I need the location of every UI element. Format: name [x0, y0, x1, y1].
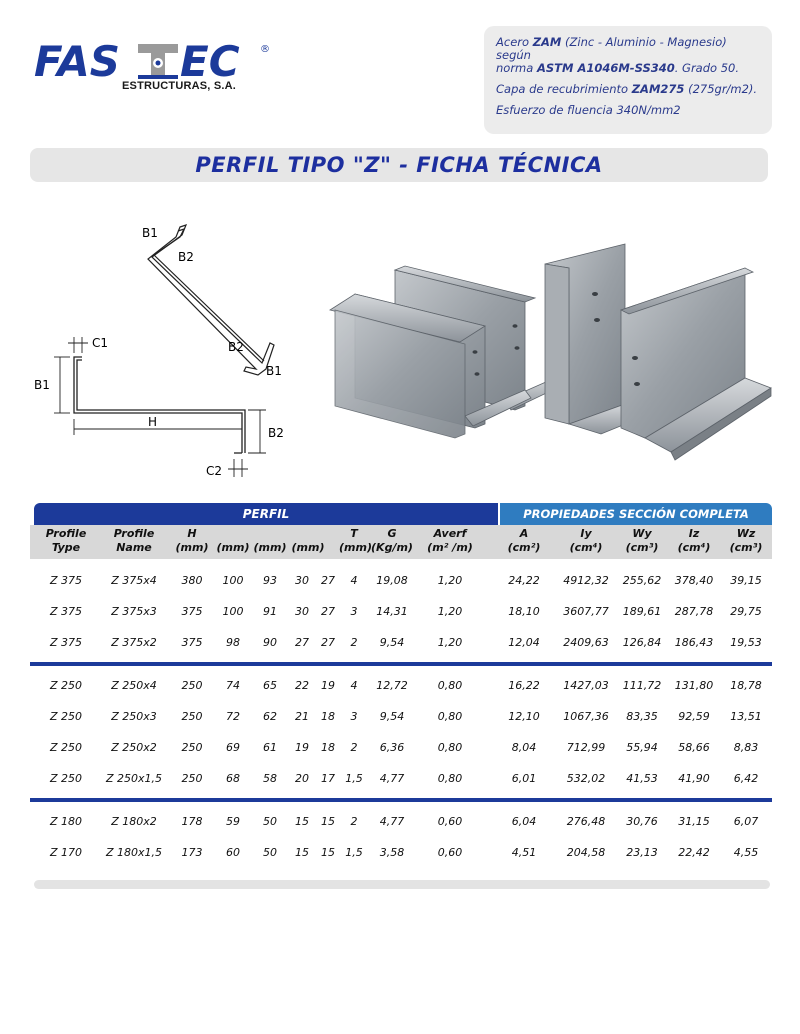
table-column-headers: [30, 525, 772, 559]
table-row: [30, 806, 772, 837]
label-b2-mid: B2: [228, 340, 244, 354]
table-cell: 173: [181, 846, 203, 859]
table-cell: 30: [295, 605, 309, 618]
table-cell: 3: [350, 710, 358, 723]
table-cell: 2: [350, 815, 358, 828]
table-cell: 250: [181, 679, 203, 692]
brand-subtitle: ESTRUCTURAS, S.A.: [122, 80, 237, 92]
column-header-line2: (cm³): [625, 541, 659, 554]
table-cell: 0,60: [437, 815, 463, 828]
label-c2: C2: [206, 464, 223, 478]
column-header: [339, 527, 372, 555]
table-cell: 65: [263, 679, 277, 692]
table-cell: 532,02: [566, 772, 606, 785]
table-cell: 68: [226, 772, 240, 785]
column-header: [617, 527, 667, 555]
table-cell: 2: [350, 636, 358, 649]
table-cell: 1,20: [437, 636, 463, 649]
table-cell: 4,77: [379, 815, 405, 828]
column-header-line1: G: [387, 527, 397, 540]
table-cell: 4912,32: [563, 574, 609, 587]
table-cell: 255,62: [622, 574, 662, 587]
svg-text:®: ®: [260, 44, 270, 55]
column-header: [291, 527, 325, 555]
label-b1-top: B1: [142, 226, 158, 240]
dimension-lines: [54, 337, 266, 477]
label-b2-right: B2: [268, 426, 284, 440]
table-cell: 100: [222, 574, 244, 587]
table-cell: 22: [295, 679, 309, 692]
table-cell: 50: [263, 815, 277, 828]
column-header-line1: Iz: [688, 527, 700, 540]
table-cell: 90: [263, 636, 277, 649]
table-cell: Z 250: [49, 710, 83, 723]
specs-table: [30, 503, 772, 868]
table-cell: 74: [226, 679, 240, 692]
column-header: [172, 527, 212, 555]
column-header-line2: (cm²): [507, 541, 541, 554]
table-cell: Z 375x2: [111, 636, 157, 649]
svg-text:EC: EC: [180, 38, 240, 82]
table-row: [30, 837, 772, 868]
table-cell: Z 180x1,5: [105, 846, 163, 859]
group-header-properties: PROPIEDADES SECCIÓN COMPLETA: [500, 503, 772, 525]
column-header-line1: Averf: [433, 527, 467, 540]
column-header-line2: Type: [51, 541, 81, 554]
table-cell: 1427,03: [563, 679, 609, 692]
table-cell: Z 375: [49, 574, 83, 587]
table-cell: 6,01: [511, 772, 537, 785]
table-cell: 276,48: [566, 815, 606, 828]
table-cell: 58: [263, 772, 277, 785]
table-cell: 1,20: [437, 574, 463, 587]
table-cell: 23,13: [626, 846, 658, 859]
label-c1: C1: [92, 336, 109, 350]
table-row: [30, 763, 772, 794]
table-cell: 204,58: [566, 846, 606, 859]
table-cell: 91: [263, 605, 277, 618]
table-cell: 29,75: [730, 605, 762, 618]
table-cell: 0,60: [437, 846, 463, 859]
profile-diagram: [30, 215, 320, 485]
table-cell: 19,53: [730, 636, 762, 649]
column-header: [556, 527, 616, 555]
table-cell: 12,10: [508, 710, 540, 723]
column-header-line1: [253, 527, 287, 541]
label-b1-left: B1: [34, 378, 50, 392]
table-cell: Z 375x3: [111, 605, 157, 618]
table-row: [30, 565, 772, 596]
table-cell: 14,31: [376, 605, 408, 618]
column-header: [496, 527, 552, 555]
table-cell: 8,83: [733, 741, 759, 754]
table-row: [30, 596, 772, 627]
table-cell: 18,78: [730, 679, 762, 692]
table-cell: Z 180: [49, 815, 83, 828]
z-profile-oblique-outline: [148, 225, 274, 375]
table-cell: 378,40: [674, 574, 714, 587]
table-cell: 6,42: [733, 772, 759, 785]
column-header-line2: (cm⁴): [677, 541, 711, 554]
column-header-line2: (mm): [291, 541, 325, 554]
table-cell: 250: [181, 741, 203, 754]
table-cell: 19: [295, 741, 309, 754]
column-header-line2: (mm): [253, 541, 287, 554]
column-header-line2: (cm⁴): [569, 541, 603, 554]
table-cell: 380: [181, 574, 203, 587]
table-cell: 20: [295, 772, 309, 785]
column-header-line1: Profile: [113, 527, 155, 540]
table-cell: 83,35: [626, 710, 658, 723]
table-cell: 126,84: [622, 636, 662, 649]
table-cell: 2409,63: [563, 636, 609, 649]
table-cell: 4,51: [511, 846, 537, 859]
table-cell: 60: [226, 846, 240, 859]
z-profile-section: [74, 357, 245, 453]
column-header-line2: Name: [116, 541, 152, 554]
table-row: [30, 627, 772, 658]
z-profile-product-rendering: [325, 228, 773, 468]
table-cell: 69: [226, 741, 240, 754]
table-cell: 3: [350, 605, 358, 618]
table-cell: 19,08: [376, 574, 408, 587]
table-cell: 4,55: [733, 846, 759, 859]
page-title-bar: [30, 148, 768, 182]
table-cell: 6,04: [511, 815, 537, 828]
table-cell: 1067,36: [563, 710, 609, 723]
column-header-line2: (Kg/m): [371, 541, 413, 554]
table-cell: 712,99: [566, 741, 606, 754]
table-cell: Z 375: [49, 605, 83, 618]
table-cell: 15: [295, 815, 309, 828]
spec-coating: Capa de recubrimiento ZAM275 (275gr/m2).: [496, 82, 758, 96]
table-cell: Z 375x4: [111, 574, 157, 587]
table-cell: 59: [226, 815, 240, 828]
logo-wordmark-graphic: [34, 38, 274, 82]
table-cell: 93: [263, 574, 277, 587]
table-cell: 9,54: [379, 710, 405, 723]
table-cell: 4: [350, 574, 358, 587]
table-cell: Z 250: [49, 741, 83, 754]
column-header: [36, 527, 96, 555]
spec-steel: Acero ZAM (Zinc - Aluminio - Magnesio) según norma ASTM A1046M-SS340. Grado 50.: [496, 35, 740, 75]
table-cell: Z 375: [49, 636, 83, 649]
column-header-line1: Wz: [736, 527, 756, 540]
table-cell: 4: [350, 679, 358, 692]
table-row: [30, 701, 772, 732]
table-cell: 100: [222, 605, 244, 618]
table-cell: 31,15: [678, 815, 710, 828]
table-cell: 1,5: [345, 772, 363, 785]
table-cell: 6,07: [733, 815, 759, 828]
table-cell: Z 250: [49, 772, 83, 785]
table-cell: 12,72: [376, 679, 408, 692]
table-cell: 111,72: [622, 679, 662, 692]
table-row: [30, 670, 772, 701]
table-cell: 30: [295, 574, 309, 587]
table-cell: Z 180x2: [111, 815, 157, 828]
column-header: [96, 527, 172, 555]
table-cell: Z 250x1,5: [105, 772, 163, 785]
table-cell: 15: [321, 846, 335, 859]
table-cell: 2: [350, 741, 358, 754]
table-cell: 27: [321, 574, 335, 587]
table-cell: 0,80: [437, 679, 463, 692]
column-header: [723, 527, 769, 555]
table-cell: 15: [321, 815, 335, 828]
column-header-line1: T: [350, 527, 358, 540]
table-cell: 1,20: [437, 605, 463, 618]
footer-divider: [34, 880, 770, 889]
column-header-line2: (mm): [216, 541, 250, 554]
column-header-line1: Profile: [45, 527, 87, 540]
table-cell: 19: [321, 679, 335, 692]
column-header-line1: [291, 527, 325, 541]
table-cell: 4,77: [379, 772, 405, 785]
product-rendering-svg: [325, 228, 773, 468]
table-cell: 98: [226, 636, 240, 649]
label-b2-top: B2: [178, 250, 194, 264]
table-cell: 16,22: [508, 679, 540, 692]
label-b1-mid: B1: [266, 364, 282, 378]
column-header-line2: (cm³): [729, 541, 763, 554]
table-group-header: [30, 503, 772, 525]
column-header-line2: (mm): [175, 541, 209, 554]
group-separator: [30, 798, 772, 802]
svg-text:FAS: FAS: [34, 38, 121, 82]
table-cell: 3,58: [379, 846, 405, 859]
column-header-line1: Wy: [632, 527, 652, 540]
table-cell: 18,10: [508, 605, 540, 618]
table-cell: 0,80: [437, 741, 463, 754]
table-cell: 61: [263, 741, 277, 754]
table-cell: 186,43: [674, 636, 714, 649]
table-cell: 250: [181, 710, 203, 723]
column-header-line1: H: [187, 527, 197, 540]
table-cell: 0,80: [437, 772, 463, 785]
table-cell: 62: [263, 710, 277, 723]
table-cell: 13,51: [730, 710, 762, 723]
table-cell: 41,53: [626, 772, 658, 785]
table-cell: Z 250x4: [111, 679, 157, 692]
table-row: [30, 732, 772, 763]
table-cell: 3607,77: [563, 605, 609, 618]
spec-yield: Esfuerzo de fluencia 340N/mm2: [496, 103, 681, 117]
table-cell: 27: [321, 636, 335, 649]
table-cell: 375: [181, 636, 203, 649]
table-cell: 72: [226, 710, 240, 723]
table-cell: Z 170: [49, 846, 83, 859]
material-specs: [484, 26, 772, 134]
table-cell: 189,61: [622, 605, 662, 618]
table-cell: 55,94: [626, 741, 658, 754]
column-header: [669, 527, 719, 555]
column-header-line2: (m² /m): [427, 541, 473, 554]
table-cell: 30,76: [626, 815, 658, 828]
table-cell: 0,80: [437, 710, 463, 723]
group-separator: [30, 662, 772, 666]
table-cell: 1,5: [345, 846, 363, 859]
table-cell: 18: [321, 710, 335, 723]
table-cell: 8,04: [511, 741, 537, 754]
profile-diagram-svg: [30, 215, 320, 485]
table-cell: 39,15: [730, 574, 762, 587]
column-header: [420, 527, 480, 555]
table-cell: 287,78: [674, 605, 714, 618]
table-cell: 24,22: [508, 574, 540, 587]
table-cell: 41,90: [678, 772, 710, 785]
label-h: H: [148, 415, 158, 429]
column-header: [367, 527, 417, 555]
table-cell: 17: [321, 772, 335, 785]
table-body: [30, 559, 772, 868]
table-cell: 9,54: [379, 636, 405, 649]
table-cell: 22,42: [678, 846, 710, 859]
table-cell: 18: [321, 741, 335, 754]
column-header-line1: A: [519, 527, 529, 540]
page-title: PERFIL TIPO "Z" - FICHA TÉCNICA: [195, 153, 603, 177]
table-cell: 375: [181, 605, 203, 618]
column-header: [253, 527, 287, 555]
table-cell: 12,04: [508, 636, 540, 649]
table-cell: 50: [263, 846, 277, 859]
group-header-perfil: PERFIL: [34, 503, 498, 525]
table-cell: 21: [295, 710, 309, 723]
table-cell: 250: [181, 772, 203, 785]
table-cell: Z 250x3: [111, 710, 157, 723]
column-header-line1: [216, 527, 250, 541]
table-cell: 6,36: [379, 741, 405, 754]
table-cell: 27: [295, 636, 309, 649]
table-cell: 131,80: [674, 679, 714, 692]
column-header-line2: (mm): [339, 541, 372, 554]
table-cell: Z 250x2: [111, 741, 157, 754]
table-cell: Z 250: [49, 679, 83, 692]
column-header-line1: Iy: [580, 527, 592, 540]
column-header: [216, 527, 250, 555]
table-cell: 15: [295, 846, 309, 859]
table-cell: 27: [321, 605, 335, 618]
table-cell: 92,59: [678, 710, 710, 723]
table-cell: 178: [181, 815, 203, 828]
table-cell: 58,66: [678, 741, 710, 754]
